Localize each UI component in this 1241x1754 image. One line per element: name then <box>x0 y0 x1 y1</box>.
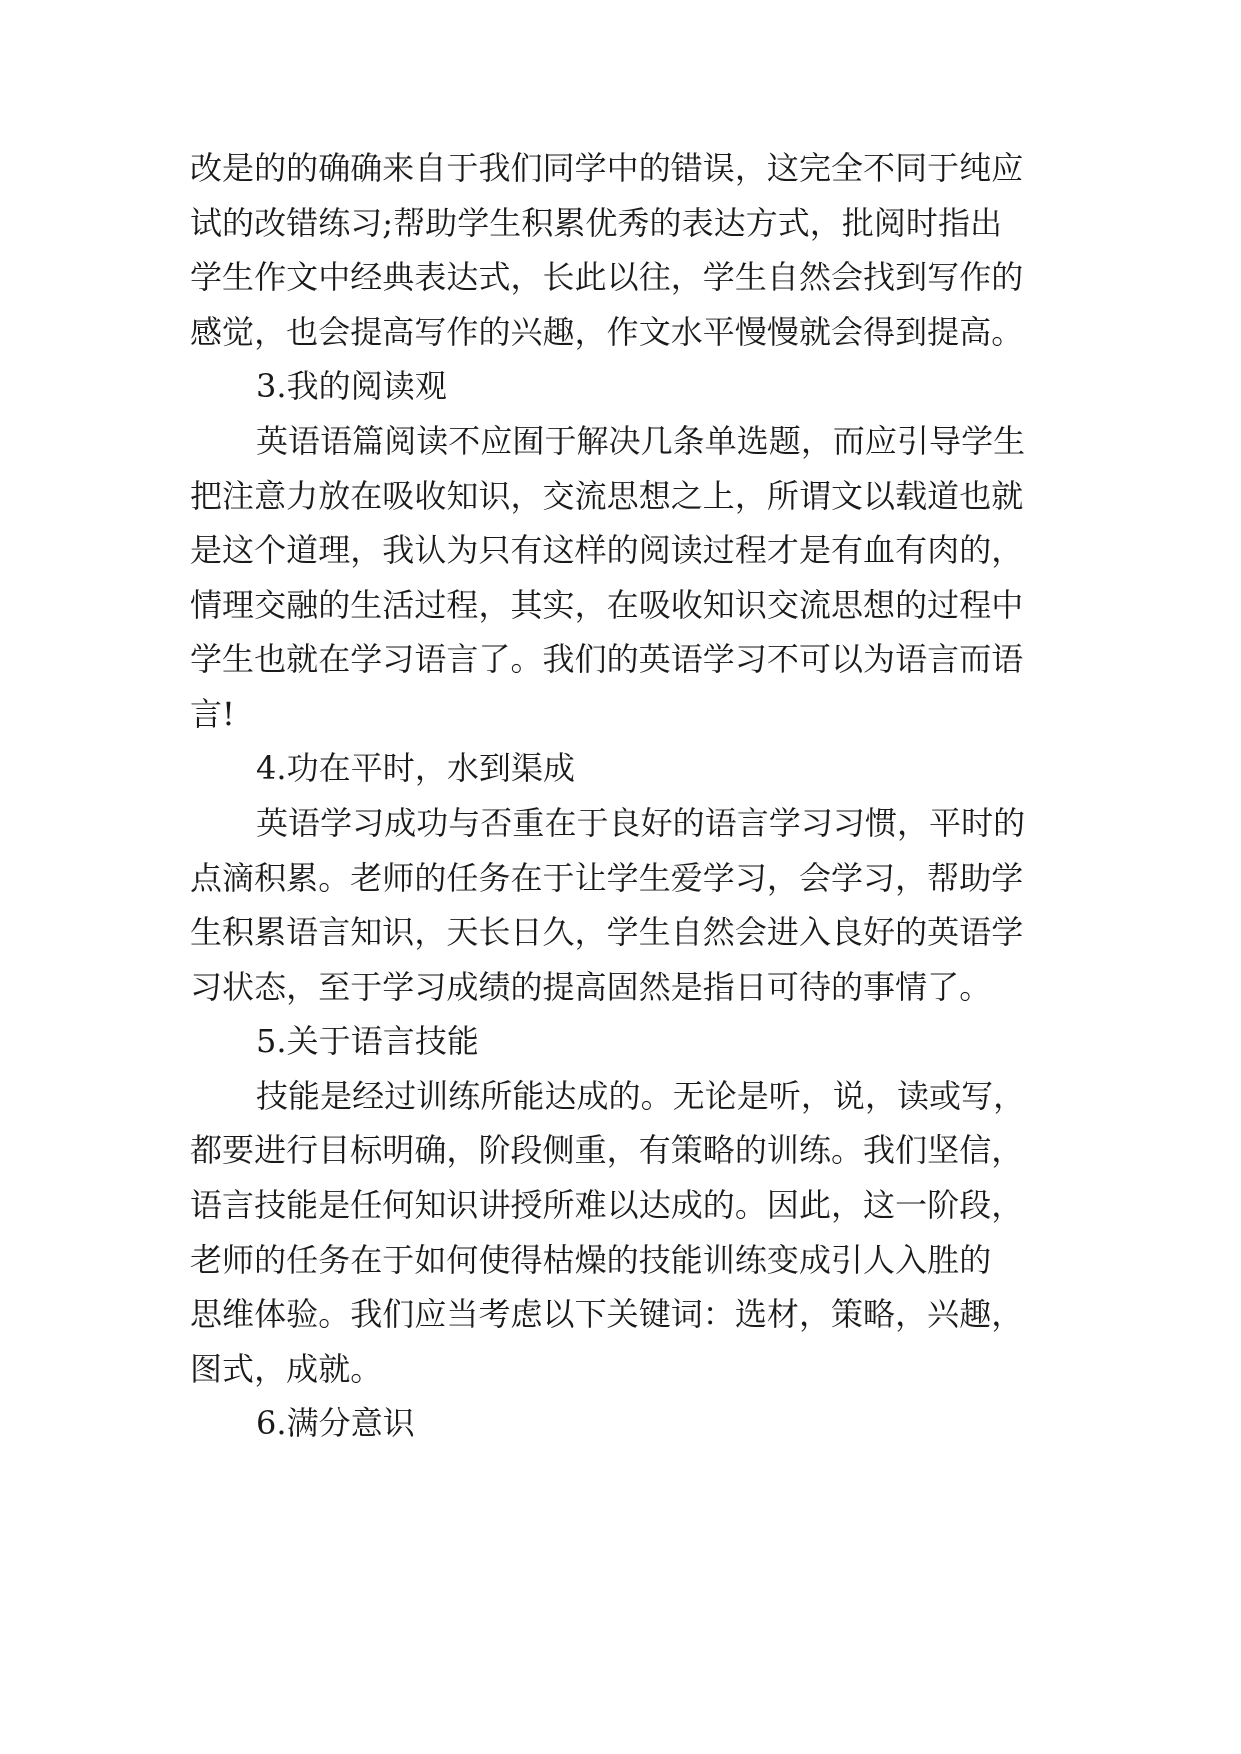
body-text-line: 都要进行目标明确，阶段侧重，有策略的训练。我们坚信， <box>190 1131 1024 1169</box>
body-text-line: 试的改错练习;帮助学生积累优秀的表达方式，批阅时指出 <box>190 204 1003 242</box>
body-text-line: 把注意力放在吸收知识，交流思想之上，所谓文以载道也就 <box>190 477 1024 515</box>
body-text-line: 点滴积累。老师的任务在于让学生爱学习，会学习，帮助学 <box>190 859 1024 897</box>
body-text-line: 学生也就在学习语言了。我们的英语学习不可以为语言而语 <box>190 640 1024 678</box>
body-text-line: 英语学习成功与否重在于良好的语言学习习惯，平时的 <box>256 804 1026 842</box>
body-text-line: 技能是经过训练所能达成的。无论是听，说，读或写， <box>256 1077 1026 1115</box>
body-text-line: 感觉，也会提高写作的兴趣，作文水平慢慢就会得到提高。 <box>190 313 1024 351</box>
body-text-line: 言! <box>190 695 235 733</box>
body-text-line: 改是的的确确来自于我们同学中的错误，这完全不同于纯应 <box>190 149 1024 187</box>
body-text-line: 学生作文中经典表达式，长此以往，学生自然会找到写作的 <box>190 258 1024 296</box>
body-text-line: 生积累语言知识，天长日久，学生自然会进入良好的英语学 <box>190 913 1024 951</box>
body-text-line: 图式，成就。 <box>190 1350 383 1388</box>
section-heading: 4.功在平时，水到渠成 <box>256 749 576 787</box>
body-text-line: 语言技能是任何知识讲授所难以达成的。因此，这一阶段， <box>190 1186 1024 1224</box>
body-text-line: 英语语篇阅读不应囿于解决几条单选题，而应引导学生 <box>256 422 1026 460</box>
body-text-line: 习状态，至于学习成绩的提高固然是指日可待的事情了。 <box>190 968 992 1006</box>
section-heading: 3.我的阅读观 <box>256 367 447 405</box>
section-heading: 6.满分意识 <box>256 1404 415 1442</box>
body-text-line: 老师的任务在于如何使得枯燥的技能训练变成引人入胜的 <box>190 1241 992 1279</box>
body-text-line: 思维体验。我们应当考虑以下关键词：选材，策略，兴趣， <box>190 1295 1024 1333</box>
section-heading: 5.关于语言技能 <box>256 1022 479 1060</box>
body-text-line: 情理交融的生活过程，其实，在吸收知识交流思想的过程中 <box>190 586 1024 624</box>
body-text-line: 是这个道理，我认为只有这样的阅读过程才是有血有肉的， <box>190 531 1024 569</box>
